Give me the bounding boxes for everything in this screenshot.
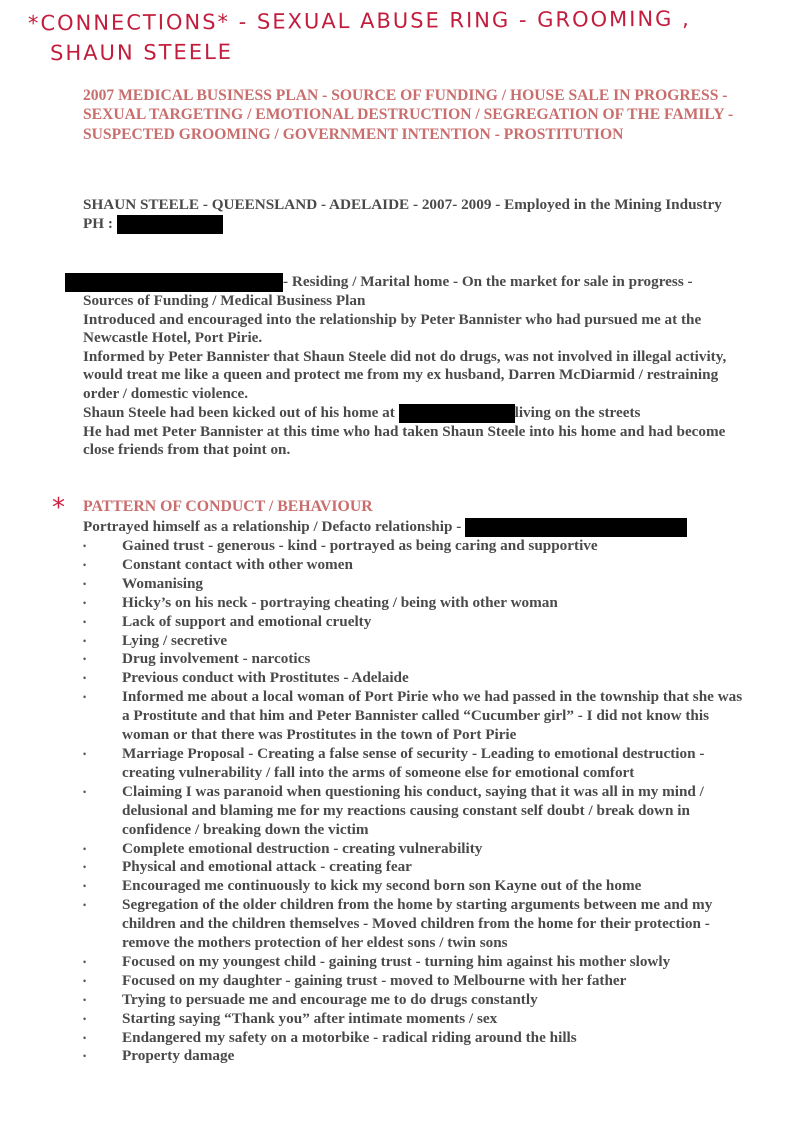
conduct-list-item-text: Starting saying “Thank you” after intimate moments / sex xyxy=(122,1009,498,1027)
bullet-icon: • xyxy=(83,881,87,892)
conduct-list-item xyxy=(83,594,743,613)
conduct-list-item-text: Endangered my safety on a motorbike - radical riding around the hills xyxy=(122,1028,577,1046)
kicked-out-text-a: Shaun Steele had been kicked out of his home at xyxy=(83,403,395,421)
bullet-icon: • xyxy=(83,1013,87,1024)
bullet-icon: • xyxy=(83,616,87,627)
bullet-icon: • xyxy=(83,786,87,797)
person-section xyxy=(83,196,743,234)
bullet-icon: • xyxy=(83,541,87,552)
conduct-list-item xyxy=(83,632,743,651)
handwritten-line-1: *CONNECTIONS* - SEXUAL ABUSE RING - GROOMING , xyxy=(27,6,691,36)
bullet-icon: • xyxy=(83,654,87,665)
conduct-list-item-text: Gained trust - generous - kind - portrayed as being caring and supportive xyxy=(122,537,598,555)
bullet-icon: • xyxy=(83,862,87,873)
bullet-icon: • xyxy=(83,635,87,646)
bullet-icon: • xyxy=(83,1032,87,1043)
bullet-icon: • xyxy=(83,1051,87,1062)
conduct-list-item-text: Womanising xyxy=(122,574,204,592)
conduct-list-item xyxy=(83,896,743,953)
conduct-list-item xyxy=(83,783,743,840)
conduct-list-item xyxy=(83,556,743,575)
conduct-list-item xyxy=(83,669,743,688)
conduct-list-item-text: Marriage Proposal - Creating a false sense of security - Leading to emotional destruction - creating vulnerability / fall into the arms of someone else for emotional comfort xyxy=(122,744,705,781)
bullet-icon: • xyxy=(83,975,87,986)
bullet-icon: • xyxy=(83,578,87,589)
conduct-list-item xyxy=(83,877,743,896)
bullet-icon: • xyxy=(83,843,87,854)
partner-redaction xyxy=(465,518,687,537)
handwritten-line-2: SHAUN STEELE xyxy=(50,39,234,66)
kicked-out-line xyxy=(65,404,745,423)
conduct-list-item-text: Focused on my youngest child - gaining trust - turning him against his mother slowly xyxy=(122,952,671,970)
bullet-icon: • xyxy=(83,994,87,1005)
conduct-list-item xyxy=(83,537,743,556)
pattern-intro-text: Portrayed himself as a relationship / Defacto relationship - xyxy=(83,518,462,535)
introduced-paragraph: Introduced and encouraged into the relationship by Peter Bannister who had pursued me at the Newcastle Hotel, Port Pirie. xyxy=(83,310,702,347)
person-heading: SHAUN STEELE - QUEENSLAND - ADELAIDE - 2007- 2009 - Employed in the Mining Industry xyxy=(83,196,722,213)
conduct-list xyxy=(83,537,743,1066)
pattern-section xyxy=(83,497,743,1066)
bullet-icon: • xyxy=(83,673,87,684)
background-section xyxy=(65,273,745,460)
conduct-list-item xyxy=(83,991,743,1010)
residence-text: - Residing / Marital home - On the market for sale in progress - xyxy=(283,273,693,290)
conduct-list-item-text: Constant contact with other women xyxy=(122,555,353,573)
conduct-list-item-text: Physical and emotional attack - creating fear xyxy=(122,858,412,876)
phone-label: PH : xyxy=(83,214,113,232)
handwritten-annotation xyxy=(28,4,691,69)
conduct-list-item-text: Hicky’s on his neck - portraying cheating / being with other woman xyxy=(122,593,558,611)
conduct-list-item-text: Claiming I was paranoid when questioning his conduct, saying that it was all in my mind / delusional and blaming me for my reactions causing constant self doubt / break down in confidence / breaking down the victim xyxy=(122,782,704,838)
conduct-list-item xyxy=(83,650,743,669)
pattern-intro xyxy=(83,517,743,537)
conduct-list-item-text: Drug involvement - narcotics xyxy=(122,650,311,668)
conduct-list-item-text: Lying / secretive xyxy=(122,631,228,649)
informed-paragraph: Informed by Peter Bannister that Shaun Steele did not do drugs, was not involved in illegal activity, would treat me like a queen and protect me from my ex husband, Darren McDiarmid / restraining order / domestic violence. xyxy=(83,347,727,402)
conduct-list-item xyxy=(83,688,743,745)
conduct-list-item-text: Lack of support and emotional cruelty xyxy=(122,612,372,630)
conduct-list-item xyxy=(83,1029,743,1048)
street-redaction xyxy=(399,404,515,423)
conduct-list-item-text: Previous conduct with Prostitutes - Adelaide xyxy=(122,669,409,687)
phone-line xyxy=(83,215,743,234)
residence-line xyxy=(65,273,745,292)
conduct-list-item xyxy=(83,840,743,859)
conduct-list-item-text: Encouraged me continuously to kick my second born son Kayne out of the home xyxy=(122,877,642,895)
conduct-list-item xyxy=(83,745,743,783)
conduct-list-item-text: Trying to persuade me and encourage me to do drugs constantly xyxy=(122,990,538,1008)
pattern-title: PATTERN OF CONDUCT / BEHAVIOUR xyxy=(83,498,373,515)
bullet-icon: • xyxy=(83,748,87,759)
conduct-list-item xyxy=(83,613,743,632)
bullet-icon: • xyxy=(83,956,87,967)
conduct-list-item-text: Focused on my daughter - gaining trust - moved to Melbourne with her father xyxy=(122,971,627,989)
conduct-list-item xyxy=(83,1010,743,1029)
conduct-list-item xyxy=(83,575,743,594)
conduct-list-item xyxy=(83,1047,743,1066)
funding-line: Sources of Funding / Medical Business Plan xyxy=(83,292,366,310)
conduct-list-item xyxy=(83,972,743,991)
conduct-list-item-text: Property damage xyxy=(122,1047,235,1065)
bullet-icon: • xyxy=(83,692,87,703)
bullet-icon: • xyxy=(83,559,87,570)
bullet-icon: • xyxy=(83,900,87,911)
phone-redaction xyxy=(117,215,223,234)
document-title: 2007 MEDICAL BUSINESS PLAN - SOURCE OF FUNDING / HOUSE SALE IN PROGRESS - SEXUAL TARGETING / EMOTIONAL DESTRUCTION / SEGREGATION OF THE FAMILY - SUSPECTED GROOMING / GOVERNMENT INTENTION - PROSTITUTION xyxy=(83,87,734,143)
conduct-list-item xyxy=(83,858,743,877)
handwritten-star-icon: * xyxy=(52,493,65,523)
conduct-list-item xyxy=(83,953,743,972)
address-redaction xyxy=(65,273,283,292)
conduct-list-item-text: Segregation of the older children from the home by starting arguments between me and my children and the children themselves - Moved children from the home for their protection - remove the mothers protection of her eldest sons / twin sons xyxy=(122,896,713,952)
bullet-icon: • xyxy=(83,597,87,608)
conduct-list-item-text: Complete emotional destruction - creating vulnerability xyxy=(122,839,483,857)
met-paragraph: He had met Peter Bannister at this time who had taken Shaun Steele into his home and had become close friends from that point on. xyxy=(83,422,726,459)
conduct-list-item-text: Informed me about a local woman of Port Pirie who we had passed in the township that she was a Prostitute and that him and Peter Bannister called “Cucumber girl” - I did not know this woman or that there was Prostitutes in the town of Port Pirie xyxy=(122,688,743,744)
kicked-out-text-b: living on the streets xyxy=(514,403,641,421)
